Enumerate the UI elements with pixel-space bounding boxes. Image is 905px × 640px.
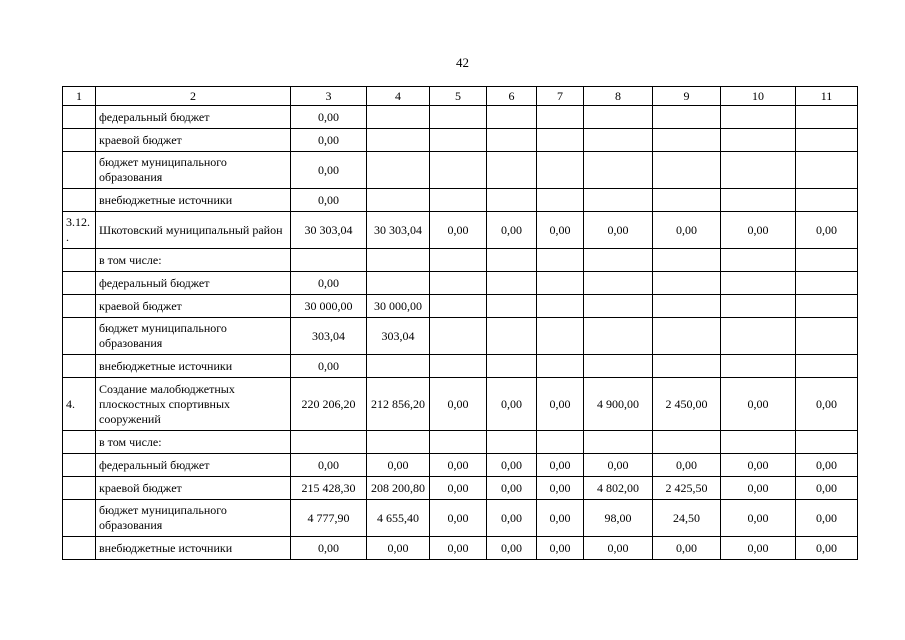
row-code (63, 454, 96, 477)
table-row (63, 378, 858, 431)
value-cell (653, 431, 721, 454)
row-code (63, 152, 96, 189)
value-cell: 0,00 (721, 537, 796, 560)
value-cell (796, 272, 858, 295)
value-cell: 0,00 (537, 454, 584, 477)
value-cell: 0,00 (430, 500, 487, 537)
row-label: краевой бюджет (96, 295, 291, 318)
value-cell (487, 249, 537, 272)
value-cell (367, 106, 430, 129)
value-cell: 0,00 (291, 189, 367, 212)
value-cell: 0,00 (291, 129, 367, 152)
value-cell: 208 200,80 (367, 477, 430, 500)
value-cell: 0,00 (721, 477, 796, 500)
value-cell (291, 431, 367, 454)
column-header: 2 (96, 87, 291, 106)
page-number: 42 (456, 55, 469, 70)
row-label: в том числе: (96, 431, 291, 454)
value-cell (367, 272, 430, 295)
value-cell (721, 249, 796, 272)
value-cell (653, 272, 721, 295)
value-cell: 0,00 (430, 537, 487, 560)
value-cell (537, 152, 584, 189)
value-cell (487, 318, 537, 355)
value-cell (487, 272, 537, 295)
value-cell (430, 431, 487, 454)
value-cell: 0,00 (430, 378, 487, 431)
value-cell: 0,00 (537, 212, 584, 249)
value-cell (430, 106, 487, 129)
value-cell: 0,00 (487, 477, 537, 500)
budget-table (62, 86, 858, 560)
row-label: бюджет муниципального образования (96, 500, 291, 537)
value-cell (721, 189, 796, 212)
value-cell: 0,00 (537, 500, 584, 537)
row-code (63, 431, 96, 454)
value-cell (796, 318, 858, 355)
row-label: Шкотовский муниципальный район (96, 212, 291, 249)
value-cell (653, 318, 721, 355)
value-cell (487, 431, 537, 454)
value-cell (721, 152, 796, 189)
value-cell: 0,00 (291, 272, 367, 295)
value-cell (537, 355, 584, 378)
row-code (63, 318, 96, 355)
value-cell: 0,00 (796, 454, 858, 477)
value-cell (430, 295, 487, 318)
value-cell (537, 129, 584, 152)
table-row (63, 106, 858, 129)
value-cell: 0,00 (796, 477, 858, 500)
value-cell: 0,00 (291, 355, 367, 378)
value-cell (721, 272, 796, 295)
value-cell (584, 295, 653, 318)
value-cell (367, 189, 430, 212)
value-cell: 0,00 (653, 454, 721, 477)
value-cell: 0,00 (487, 212, 537, 249)
value-cell: 0,00 (537, 378, 584, 431)
value-cell: 215 428,30 (291, 477, 367, 500)
column-header: 6 (487, 87, 537, 106)
value-cell (430, 272, 487, 295)
value-cell: 0,00 (796, 537, 858, 560)
value-cell: 0,00 (291, 152, 367, 189)
value-cell: 0,00 (796, 212, 858, 249)
value-cell (487, 129, 537, 152)
row-label: краевой бюджет (96, 477, 291, 500)
column-header: 4 (367, 87, 430, 106)
value-cell: 0,00 (796, 378, 858, 431)
row-code (63, 355, 96, 378)
table-row (63, 500, 858, 537)
value-cell (430, 152, 487, 189)
value-cell: 0,00 (721, 454, 796, 477)
table-row (63, 537, 858, 560)
row-label: внебюджетные источники (96, 537, 291, 560)
column-header: 5 (430, 87, 487, 106)
column-header: 3 (291, 87, 367, 106)
value-cell: 0,00 (796, 500, 858, 537)
value-cell: 0,00 (721, 500, 796, 537)
table-row (63, 477, 858, 500)
table-row (63, 129, 858, 152)
row-label: бюджет муниципального образования (96, 152, 291, 189)
table-row (63, 295, 858, 318)
value-cell (584, 106, 653, 129)
value-cell (796, 355, 858, 378)
value-cell (537, 106, 584, 129)
value-cell (653, 106, 721, 129)
table-row (63, 454, 858, 477)
column-header: 9 (653, 87, 721, 106)
value-cell (721, 355, 796, 378)
value-cell: 0,00 (487, 378, 537, 431)
value-cell (796, 295, 858, 318)
value-cell: 30 303,04 (291, 212, 367, 249)
table-row (63, 431, 858, 454)
value-cell: 0,00 (487, 454, 537, 477)
row-label: внебюджетные источники (96, 189, 291, 212)
value-cell (653, 355, 721, 378)
table-body (63, 87, 858, 560)
value-cell (487, 152, 537, 189)
value-cell: 0,00 (430, 212, 487, 249)
value-cell: 0,00 (430, 454, 487, 477)
value-cell (537, 431, 584, 454)
value-cell (584, 129, 653, 152)
value-cell: 0,00 (537, 477, 584, 500)
row-code (63, 477, 96, 500)
value-cell (796, 152, 858, 189)
value-cell (584, 318, 653, 355)
row-code (63, 106, 96, 129)
value-cell (537, 249, 584, 272)
value-cell: 0,00 (291, 454, 367, 477)
value-cell: 0,00 (291, 537, 367, 560)
value-cell: 0,00 (487, 537, 537, 560)
value-cell: 2 425,50 (653, 477, 721, 500)
table-row (63, 318, 858, 355)
value-cell (653, 295, 721, 318)
row-code (63, 189, 96, 212)
value-cell (487, 106, 537, 129)
row-code (63, 129, 96, 152)
row-label: федеральный бюджет (96, 272, 291, 295)
row-label: бюджет муниципального образования (96, 318, 291, 355)
value-cell (537, 272, 584, 295)
value-cell (653, 189, 721, 212)
value-cell (584, 249, 653, 272)
value-cell: 0,00 (367, 454, 430, 477)
value-cell (796, 189, 858, 212)
row-label: в том числе: (96, 249, 291, 272)
value-cell: 0,00 (487, 500, 537, 537)
value-cell: 98,00 (584, 500, 653, 537)
value-cell (430, 189, 487, 212)
row-code (63, 537, 96, 560)
header-row (63, 87, 858, 106)
value-cell (796, 431, 858, 454)
value-cell (721, 431, 796, 454)
column-header: 11 (796, 87, 858, 106)
value-cell: 0,00 (653, 537, 721, 560)
table-row (63, 355, 858, 378)
value-cell (291, 249, 367, 272)
column-header: 1 (63, 87, 96, 106)
value-cell (367, 152, 430, 189)
value-cell: 4 777,90 (291, 500, 367, 537)
value-cell: 30 303,04 (367, 212, 430, 249)
value-cell (487, 355, 537, 378)
value-cell (653, 129, 721, 152)
value-cell (430, 249, 487, 272)
row-label: федеральный бюджет (96, 106, 291, 129)
value-cell (537, 295, 584, 318)
value-cell (367, 129, 430, 152)
value-cell (430, 318, 487, 355)
row-label: федеральный бюджет (96, 454, 291, 477)
row-code: 3.12. . (63, 212, 96, 249)
value-cell: 4 900,00 (584, 378, 653, 431)
value-cell: 0,00 (584, 212, 653, 249)
value-cell (537, 318, 584, 355)
row-code (63, 272, 96, 295)
value-cell (584, 431, 653, 454)
row-label: Создание малобюджетных плоскостных спортивных сооружений (96, 378, 291, 431)
value-cell (584, 189, 653, 212)
value-cell: 303,04 (367, 318, 430, 355)
row-label: внебюджетные источники (96, 355, 291, 378)
table-row (63, 212, 858, 249)
value-cell (721, 106, 796, 129)
value-cell (487, 189, 537, 212)
table-row (63, 189, 858, 212)
column-header: 8 (584, 87, 653, 106)
value-cell (487, 295, 537, 318)
value-cell (430, 355, 487, 378)
value-cell: 0,00 (291, 106, 367, 129)
value-cell: 220 206,20 (291, 378, 367, 431)
value-cell (796, 129, 858, 152)
value-cell: 0,00 (721, 212, 796, 249)
value-cell (721, 129, 796, 152)
value-cell: 0,00 (584, 537, 653, 560)
value-cell: 212 856,20 (367, 378, 430, 431)
value-cell: 2 450,00 (653, 378, 721, 431)
value-cell (584, 355, 653, 378)
value-cell (584, 152, 653, 189)
table-row (63, 249, 858, 272)
row-code: 4. (63, 378, 96, 431)
row-code (63, 500, 96, 537)
value-cell (796, 106, 858, 129)
value-cell: 0,00 (430, 477, 487, 500)
value-cell: 4 655,40 (367, 500, 430, 537)
table-row (63, 152, 858, 189)
value-cell: 0,00 (367, 537, 430, 560)
value-cell (721, 318, 796, 355)
value-cell: 303,04 (291, 318, 367, 355)
value-cell (584, 272, 653, 295)
value-cell: 30 000,00 (291, 295, 367, 318)
column-header: 10 (721, 87, 796, 106)
table-row (63, 272, 858, 295)
value-cell (653, 152, 721, 189)
value-cell (796, 249, 858, 272)
value-cell: 0,00 (653, 212, 721, 249)
value-cell: 0,00 (584, 454, 653, 477)
value-cell (653, 249, 721, 272)
row-label: краевой бюджет (96, 129, 291, 152)
value-cell: 24,50 (653, 500, 721, 537)
value-cell (721, 295, 796, 318)
value-cell (367, 431, 430, 454)
column-header: 7 (537, 87, 584, 106)
value-cell (537, 189, 584, 212)
row-code (63, 249, 96, 272)
value-cell: 0,00 (537, 537, 584, 560)
row-code (63, 295, 96, 318)
value-cell: 4 802,00 (584, 477, 653, 500)
value-cell (367, 355, 430, 378)
value-cell: 30 000,00 (367, 295, 430, 318)
value-cell (367, 249, 430, 272)
value-cell: 0,00 (721, 378, 796, 431)
value-cell (430, 129, 487, 152)
